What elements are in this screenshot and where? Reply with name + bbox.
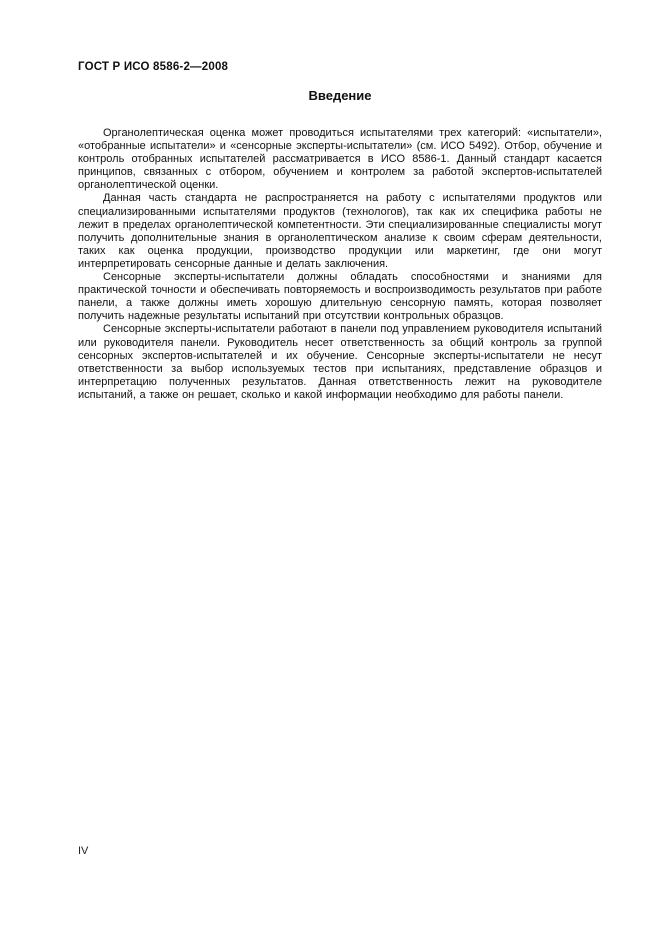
document-body: [78, 127, 602, 402]
body-paragraph: Органолептическая оценка может проводиться испытателями трех категорий: «испытатели», «отобранные испытатели» и «сенсорные эксперты-испытатели» (см. ИСО 5492). Отбор, обучение и контроль отобранных испытателей рассматривается в ИСО 8586-1. Данный стандарт касается принципов, связанных с отбором, обучением и контролем за работой экспертов-испытателей органолептической оценки.: [78, 127, 602, 192]
page-number: IV: [78, 845, 89, 857]
page-title: Введение: [308, 88, 372, 103]
body-paragraph: Данная часть стандарта не распространяется на работу с испытателями продуктов или специализированными испытателями продуктов (технологов), так как их специфика работы не лежит в пределах органолептической компетентности. Эти специализированные специалисты могут получить дополнительные знания в органолептическом анализе к своим сферам деятельности, таких как оценка продукции, производство продукции или маркетинг, где они могут интерпретировать сенсорные данные и делать заключения.: [78, 192, 602, 270]
document-designation: ГОСТ Р ИСО 8586-2—2008: [78, 61, 229, 73]
body-paragraph: Сенсорные эксперты-испытатели работают в панели под управлением руководителя испытаний или руководителя панели. Руководитель несет ответственность за общий контроль за группой сенсорных экспертов-испытателей и их обучение. Сенсорные эксперты-испытатели не несут ответственности за выбор используемых тестов при испытаниях, представление образцов и интерпретацию полученных результатов. Данная ответственность лежит на руководителе испытаний, а также он решает, сколько и какой информации необходимо для работы панели.: [78, 323, 602, 401]
body-paragraph: Сенсорные эксперты-испытатели должны обладать способностями и знаниями для практической точности и обеспечивать повторяемость и воспроизводимость результатов при работе панели, а также должны иметь хорошую длительную сенсорную память, которая позволяет получить надежные результаты испытаний при отсутствии контрольных образцов.: [78, 271, 602, 323]
